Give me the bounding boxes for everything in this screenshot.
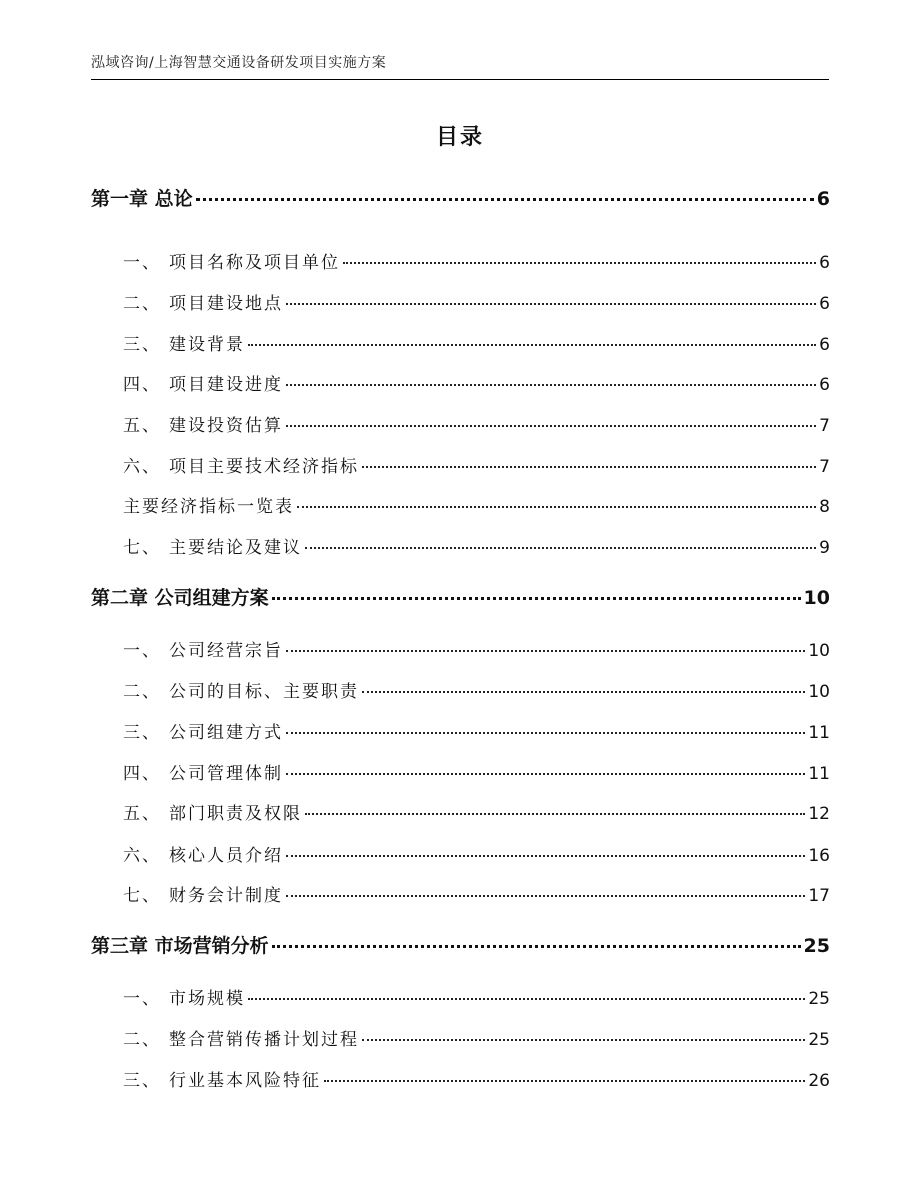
toc-entry-label	[123, 881, 283, 906]
toc-page-number: 6	[819, 335, 830, 355]
toc-section-number: 二、	[123, 682, 161, 702]
dot-leader	[324, 1080, 805, 1082]
toc-section-number: 一、	[123, 989, 161, 1009]
toc-entry-label	[123, 452, 359, 477]
dot-leader	[362, 691, 805, 693]
toc-section-title: 公司经营宗旨	[169, 641, 283, 661]
toc-section-number: 三、	[123, 335, 161, 355]
toc-section-entry[interactable]	[123, 330, 830, 355]
toc-page-number: 6	[819, 375, 830, 395]
toc-entry-label: 第三章 市场营销分析	[91, 935, 269, 957]
toc-entry-label	[123, 370, 283, 395]
toc-section-entry[interactable]	[123, 636, 830, 661]
toc-section-entry[interactable]	[123, 799, 830, 824]
toc-section-title: 财务会计制度	[169, 886, 283, 906]
toc-section-title: 整合营销传播计划过程	[169, 1030, 359, 1050]
toc-list	[91, 0, 830, 1191]
dot-leader	[286, 384, 816, 386]
dot-leader	[286, 732, 805, 734]
toc-entry-label	[123, 330, 245, 355]
toc-page-number: 10	[803, 587, 830, 609]
toc-section-number: 三、	[123, 723, 161, 743]
toc-chapter-entry[interactable]	[91, 583, 830, 610]
toc-section-entry[interactable]	[123, 452, 830, 477]
toc-entry-label	[123, 636, 283, 661]
dot-leader	[196, 198, 814, 201]
toc-title: 目录	[435, 125, 484, 150]
toc-entry-label: 第一章 总论	[91, 188, 193, 210]
toc-page-number: 12	[808, 804, 830, 824]
toc-section-entry[interactable]	[123, 677, 830, 702]
toc-page-number: 25	[808, 989, 830, 1009]
dot-leader	[297, 506, 816, 508]
toc-section-title: 项目主要技术经济指标	[169, 457, 359, 477]
toc-section-number: 四、	[123, 375, 161, 395]
toc-page-number: 11	[808, 764, 830, 784]
toc-section-number: 五、	[123, 416, 161, 436]
dot-leader	[286, 895, 805, 897]
dot-leader	[343, 262, 816, 264]
toc-entry-label	[123, 677, 359, 702]
dot-leader	[286, 650, 805, 652]
dot-leader	[286, 773, 805, 775]
toc-chapter-entry[interactable]	[91, 931, 830, 958]
toc-section-title: 部门职责及权限	[169, 804, 302, 824]
toc-entry-label	[123, 984, 245, 1009]
toc-entry-label	[123, 289, 283, 314]
dot-leader	[272, 597, 801, 600]
toc-section-title: 行业基本风险特征	[169, 1071, 321, 1091]
toc-entry-label	[123, 799, 302, 824]
dot-leader	[305, 547, 816, 549]
toc-section-title: 核心人员介绍	[169, 846, 283, 866]
toc-page-number: 7	[819, 416, 830, 436]
toc-page-number: 25	[803, 935, 830, 957]
toc-section-title: 建设背景	[169, 335, 245, 355]
toc-section-number: 六、	[123, 846, 161, 866]
toc-section-entry[interactable]	[123, 1025, 830, 1050]
toc-section-title: 公司组建方式	[169, 723, 283, 743]
toc-page-number: 6	[816, 188, 830, 210]
toc-page-number: 9	[819, 538, 830, 558]
dot-leader	[305, 813, 805, 815]
toc-page-number: 10	[808, 641, 830, 661]
page-header: 泓域咨询/上海智慧交通设备研发项目实施方案	[91, 55, 387, 71]
toc-page-number: 8	[819, 497, 830, 517]
toc-section-entry[interactable]	[123, 1066, 830, 1091]
dot-leader	[272, 945, 801, 948]
toc-entry-label: 主要经济指标一览表	[123, 497, 294, 517]
toc-section-number: 五、	[123, 804, 161, 824]
toc-section-number: 四、	[123, 764, 161, 784]
toc-section-entry[interactable]	[123, 370, 830, 395]
dot-leader	[286, 303, 816, 305]
dot-leader	[362, 466, 816, 468]
toc-section-entry[interactable]	[123, 289, 830, 314]
toc-section-number: 六、	[123, 457, 161, 477]
toc-section-title: 项目建设进度	[169, 375, 283, 395]
toc-section-entry[interactable]	[123, 759, 830, 784]
toc-page-number: 11	[808, 723, 830, 743]
toc-page-number: 26	[808, 1071, 830, 1091]
toc-section-entry[interactable]	[123, 533, 830, 558]
toc-page-number: 7	[819, 457, 830, 477]
toc-entry-label	[123, 1025, 359, 1050]
toc-section-entry[interactable]	[123, 984, 830, 1009]
toc-page-number: 17	[808, 886, 830, 906]
toc-section-title: 公司的目标、主要职责	[169, 682, 359, 702]
toc-page-number: 10	[808, 682, 830, 702]
toc-entry-label	[123, 718, 283, 743]
toc-section-title: 建设投资估算	[169, 416, 283, 436]
toc-entry-label	[123, 248, 340, 273]
toc-section-entry[interactable]	[123, 411, 830, 436]
dot-leader	[286, 855, 805, 857]
toc-section-number: 七、	[123, 538, 161, 558]
toc-entry-label: 第二章 公司组建方案	[91, 587, 269, 609]
toc-section-title: 公司管理体制	[169, 764, 283, 784]
dot-leader	[286, 425, 816, 427]
toc-section-entry[interactable]	[123, 841, 830, 866]
toc-page-number: 6	[819, 253, 830, 273]
toc-entry-label	[123, 759, 283, 784]
toc-section-entry[interactable]	[123, 492, 830, 517]
toc-section-entry[interactable]	[123, 248, 830, 273]
dot-leader	[248, 344, 816, 346]
toc-entry-label	[123, 1066, 321, 1091]
toc-section-number: 一、	[123, 253, 161, 273]
toc-section-entry[interactable]	[123, 881, 830, 906]
toc-page-number: 16	[808, 846, 830, 866]
toc-section-entry[interactable]	[123, 718, 830, 743]
toc-section-title: 项目名称及项目单位	[169, 253, 340, 273]
toc-page-number: 25	[808, 1030, 830, 1050]
toc-section-number: 三、	[123, 1071, 161, 1091]
dot-leader	[362, 1039, 805, 1041]
toc-section-title: 项目建设地点	[169, 294, 283, 314]
toc-section-title: 主要结论及建议	[169, 538, 302, 558]
toc-entry-label	[123, 841, 283, 866]
toc-section-number: 二、	[123, 1030, 161, 1050]
toc-section-number: 二、	[123, 294, 161, 314]
toc-section-number: 七、	[123, 886, 161, 906]
dot-leader	[248, 998, 805, 1000]
toc-chapter-entry[interactable]	[91, 184, 830, 211]
toc-section-number: 一、	[123, 641, 161, 661]
toc-page-number: 6	[819, 294, 830, 314]
toc-section-title: 市场规模	[169, 989, 245, 1009]
toc-entry-label	[123, 411, 283, 436]
toc-entry-label	[123, 533, 302, 558]
